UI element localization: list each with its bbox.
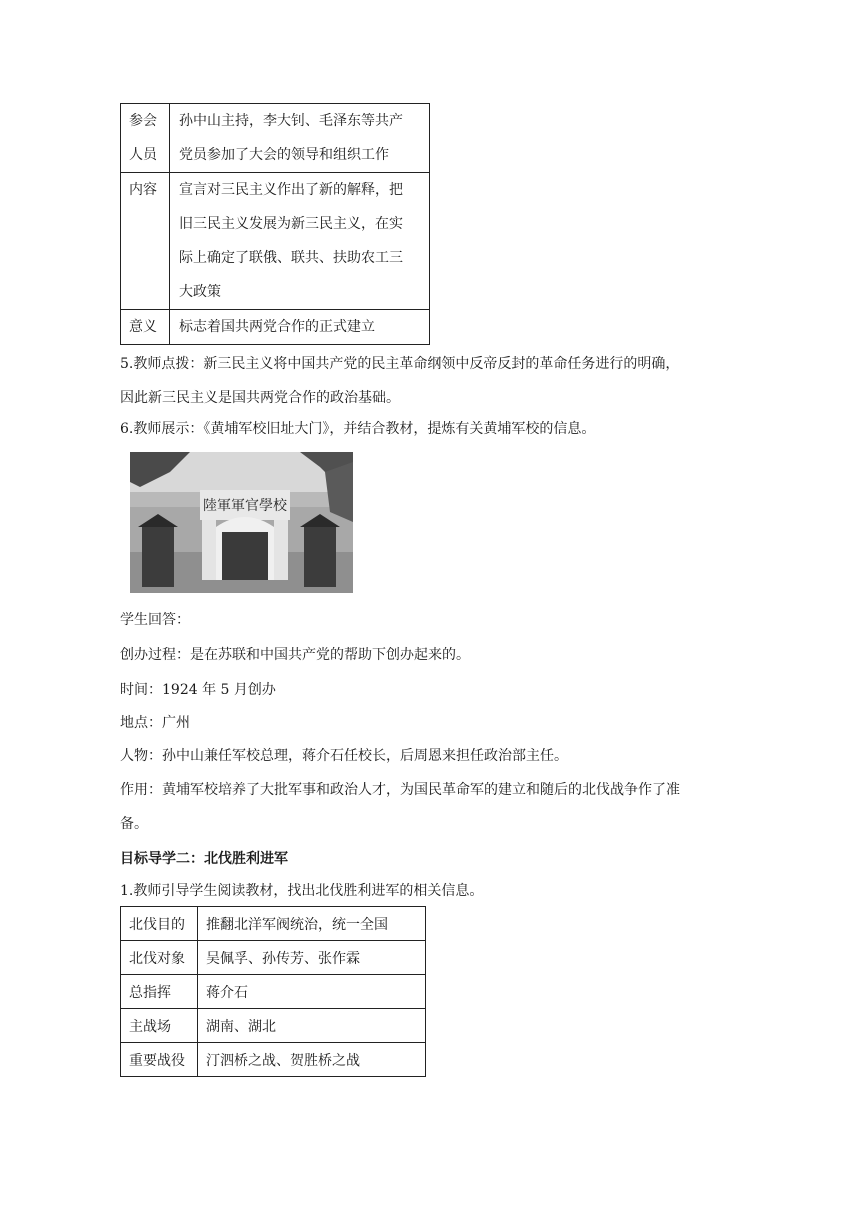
table-key-cell: 总指挥: [121, 975, 198, 1009]
table-row: [121, 104, 430, 173]
table-value-cell: 汀泗桥之战、贺胜桥之战: [198, 1043, 426, 1077]
cell-line: 际上确定了联俄、联共、扶助农工三: [179, 250, 403, 266]
answer-intro: 学生回答：: [120, 612, 190, 628]
congress-table: [120, 103, 430, 345]
table-value-cell: [170, 310, 430, 345]
cell-line: 旧三民主义发展为新三民主义，在实: [179, 216, 403, 232]
table-row: [121, 941, 426, 975]
whampoa-gate-photo: [130, 452, 353, 593]
cell-line: 参会: [129, 113, 157, 129]
paragraph-line: 5.教师点拨：新三民主义将中国共产党的民主革命纲领中反帝反封的革命任务进行的明确，: [120, 356, 680, 372]
table-row: [121, 1043, 426, 1077]
paragraph-line: 因此新三民主义是国共两党合作的政治基础。: [120, 390, 400, 406]
table-value-cell: 推翻北洋军阀统治，统一全国: [198, 907, 426, 941]
cell-line: 标志着国共两党合作的正式建立: [179, 319, 375, 335]
table-value-cell: 湖南、湖北: [198, 1009, 426, 1043]
table-key-cell: 重要战役: [121, 1043, 198, 1077]
gate-sign: 陸軍軍官學校: [203, 498, 287, 514]
cell-line: 孙中山主持，李大钊、毛泽东等共产: [179, 113, 403, 129]
northern-expedition-table: [120, 906, 426, 1077]
section-heading: 目标导学二：北伐胜利进军: [120, 851, 288, 867]
answer-place: 地点：广州: [120, 715, 190, 731]
table-key-cell: [121, 104, 170, 173]
answer-effect-cont: 备。: [120, 816, 148, 832]
answer-people: 人物：孙中山兼任军校总理，蒋介石任校长，后周恩来担任政治部主任。: [120, 748, 568, 764]
table-value-cell: [170, 173, 430, 310]
table-row: [121, 907, 426, 941]
answer-effect: 作用：黄埔军校培养了大批军事和政治人才，为国民革命军的建立和随后的北伐战争作了准: [120, 782, 680, 798]
section-instruction: 1.教师引导学生阅读教材，找出北伐胜利进军的相关信息。: [120, 883, 484, 899]
paragraph-line: 6.教师展示：《黄埔军校旧址大门》，并结合教材，提炼有关黄埔军校的信息。: [120, 421, 596, 437]
table-value-cell: [170, 104, 430, 173]
table-key-cell: [121, 173, 170, 310]
table-value-cell: 蒋介石: [198, 975, 426, 1009]
table-row: [121, 1009, 426, 1043]
table-row: [121, 310, 430, 345]
answer-process: 创办过程：是在苏联和中国共产党的帮助下创办起来的。: [120, 647, 470, 663]
table-value-cell: 吴佩孚、孙传芳、张作霖: [198, 941, 426, 975]
table-key-cell: [121, 310, 170, 345]
cell-line: 宣言对三民主义作出了新的解释，把: [179, 182, 403, 198]
table-key-cell: 主战场: [121, 1009, 198, 1043]
cell-line: 意义: [129, 319, 157, 335]
table-key-cell: 北伐对象: [121, 941, 198, 975]
cell-line: 大政策: [179, 284, 221, 300]
cell-line: 党员参加了大会的领导和组织工作: [179, 147, 389, 163]
cell-line: 内容: [129, 182, 157, 198]
table-row: [121, 173, 430, 310]
table-key-cell: 北伐目的: [121, 907, 198, 941]
table-row: [121, 975, 426, 1009]
cell-line: 人员: [129, 147, 157, 163]
answer-time: 时间：1924 年 5 月创办: [120, 682, 276, 698]
